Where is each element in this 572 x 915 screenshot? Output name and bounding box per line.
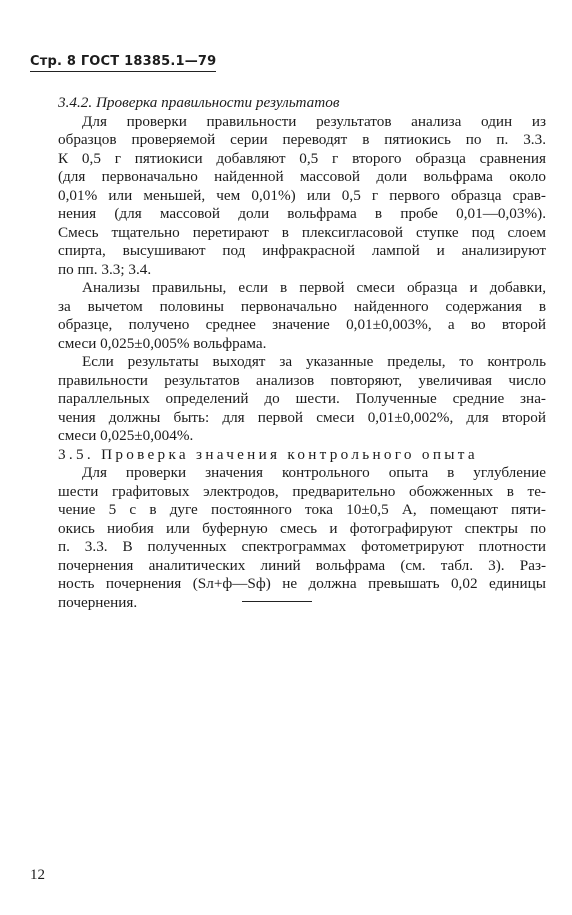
text-line: К 0,5 г пятиокиси добавляют 0,5 г второго образца сравнения [58,149,546,167]
text-line: правильности результатов анализов повторяют, увеличивая число [58,371,546,389]
section-3-5-paragraph [58,464,546,612]
text-line: Смесь тщательно перетирают в плексигласовой ступке под слоем [58,223,546,241]
text-line: за вычетом половины первоначально найденного содержания в [58,297,546,315]
page-number: 12 [30,867,45,883]
section-3-4-2-paragraph-1 [58,113,546,280]
text-line: Анализы правильны, если в первой смеси образца и добавки, [82,279,546,296]
end-divider [242,601,312,602]
text-line: образцов проверяемой серии переводят в пятиокись по п. 3.3. [58,131,546,148]
text-line: чения должны быть: для первой смеси 0,01±0,002%, для второй [58,408,546,426]
text-line: ность почернения (Sл+ф—Sф) не должна превышать 0,02 единицы [58,575,546,592]
text-line: Для проверки правильности результатов анализа один из [82,112,546,130]
text-line: спирта, высушивают под инфракрасной лампой и анализируют [58,242,546,259]
text-line: шести графитовых электродов, предварительно обожженных в те- [58,482,546,500]
text-line: 0,01% или меньшей, чем 0,01%) или 0,5 г первого образца срав- [58,186,546,204]
text-line: (для первоначально найденной массовой доли вольфрама около [58,168,546,185]
text-line: нения (для массовой доли вольфрама в пробе 0,01—0,03%). [58,205,546,222]
text-line: почернения. [58,593,138,611]
text-line: Для проверки значения контрольного опыта в углубление [82,464,546,481]
section-3-4-2-paragraph-3 [58,353,546,446]
page-header: Стр. 8 ГОСТ 18385.1—79 [30,54,216,72]
text-line: чение 5 с в дуге постоянного тока 10±0,5 А, помещают пяти- [58,501,546,518]
text-line: п. 3.3. В полученных спектрограммах фотометрируют плотности [58,538,546,555]
text-line: образце, получено среднее значение 0,01±0,003%, а во второй [58,316,546,333]
text-line: параллельных определений до шести. Полученные средние зна- [58,390,546,407]
section-3-5-title: 3.5. Проверка значения контрольного опыта [58,445,478,463]
section-3-4-2-title: 3.4.2. Проверка правильности результатов [58,94,340,111]
text-line: смеси 0,025±0,004%. [58,427,194,444]
text-line: окись ниобия или буферную смесь и фотографируют спектры по [58,519,546,537]
text-line: смеси 0,025±0,005% вольфрама. [58,334,267,352]
text-line: Если результаты выходят за указанные пределы, то контроль [82,353,546,370]
document-body [58,94,546,612]
section-3-4-2-paragraph-2 [58,279,546,353]
text-line: почернения аналитических линий вольфрама (см. табл. 3). Раз- [58,556,546,574]
text-line: по пп. 3.3; 3.4. [58,260,152,278]
